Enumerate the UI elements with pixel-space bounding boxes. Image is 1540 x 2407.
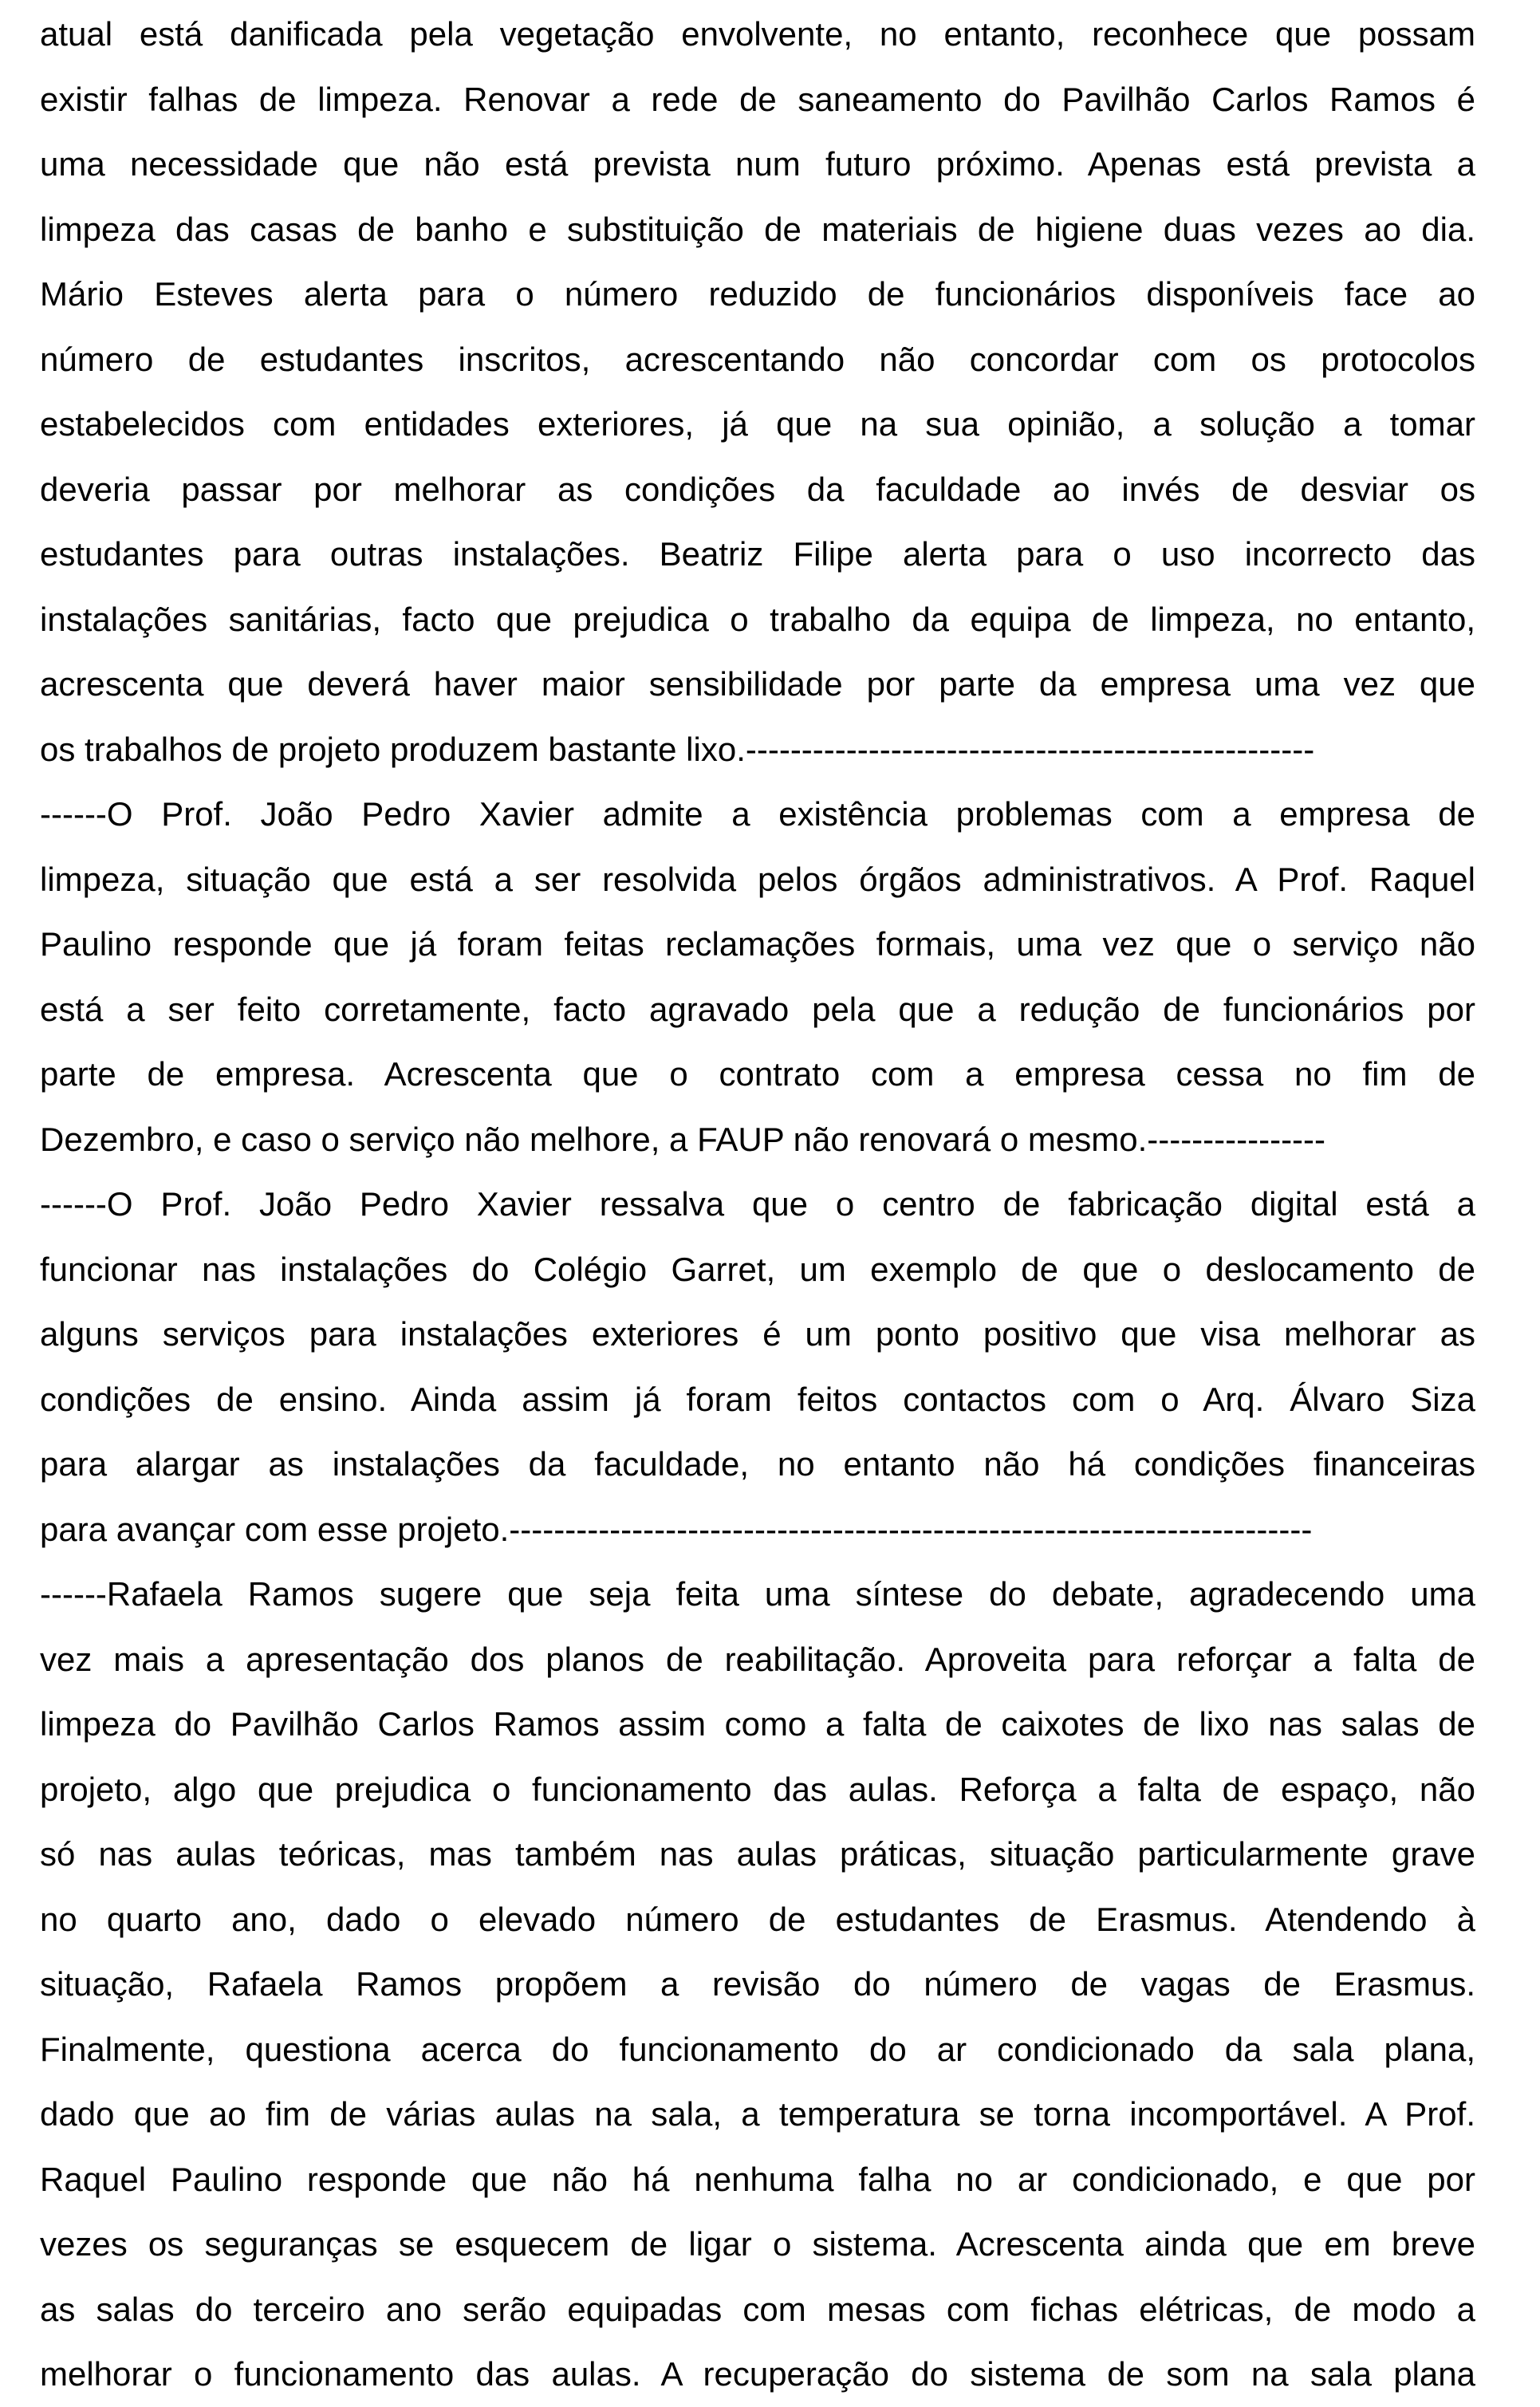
text-line: dado que ao fim de várias aulas na sala, a temperatura se torna incomportável. A Prof. [40, 2095, 1475, 2133]
text-line: uma necessidade que não está prevista num futuro próximo. Apenas está prevista a [40, 145, 1475, 183]
text-line: as salas do terceiro ano serão equipadas com mesas com fichas elétricas, de modo a [40, 2290, 1475, 2328]
text-line: projeto, algo que prejudica o funcionamento das aulas. Reforça a falta de espaço, não [40, 1770, 1475, 1808]
text-line: estabelecidos com entidades exteriores, já que na sua opinião, a solução a tomar [40, 405, 1475, 443]
text-line: ------O Prof. João Pedro Xavier admite a existência problemas com a empresa de [40, 795, 1475, 833]
text-line: Raquel Paulino responde que não há nenhuma falha no ar condicionado, e que por [40, 2160, 1475, 2198]
text-line: está a ser feito corretamente, facto agravado pela que a redução de funcionários por [40, 990, 1475, 1028]
text-line: Dezembro, e caso o serviço não melhore, a FAUP não renovará o mesmo.---------------- [40, 1120, 1326, 1158]
text-line: Mário Esteves alerta para o número reduzido de funcionários disponíveis face ao [40, 275, 1475, 313]
text-line: os trabalhos de projeto produzem bastante lixo.--------------------------------------------------- [40, 730, 1315, 768]
text-line: para alargar as instalações da faculdade, no entanto não há condições financeiras [40, 1445, 1475, 1483]
text-line: instalações sanitárias, facto que prejudica o trabalho da equipa de limpeza, no entanto, [40, 600, 1475, 638]
text-line: existir falhas de limpeza. Renovar a rede de saneamento do Pavilhão Carlos Ramos é [40, 80, 1475, 118]
text-line: acrescenta que deverá haver maior sensibilidade por parte da empresa uma vez que [40, 665, 1475, 703]
text-line: número de estudantes inscritos, acrescentando não concordar com os protocolos [40, 340, 1475, 378]
text-line: melhorar o funcionamento das aulas. A recuperação do sistema de som na sala plana [40, 2355, 1475, 2393]
text-line: estudantes para outras instalações. Beatriz Filipe alerta para o uso incorrecto das [40, 535, 1475, 573]
text-line: vezes os seguranças se esquecem de ligar o sistema. Acrescenta ainda que em breve [40, 2225, 1475, 2263]
text-line: alguns serviços para instalações exteriores é um ponto positivo que visa melhorar as [40, 1315, 1475, 1353]
text-line: para avançar com esse projeto.------------------------------------------------------------------------ [40, 1510, 1313, 1548]
text-line: limpeza, situação que está a ser resolvida pelos órgãos administrativos. A Prof. Raquel [40, 860, 1475, 898]
document-page [40, 0, 1475, 2407]
text-line: condições de ensino. Ainda assim já foram feitos contactos com o Arq. Álvaro Siza [40, 1380, 1475, 1418]
text-line: no quarto ano, dado o elevado número de estudantes de Erasmus. Atendendo à [40, 1900, 1475, 1938]
text-line: atual está danificada pela vegetação envolvente, no entanto, reconhece que possam [40, 15, 1475, 53]
text-line: vez mais a apresentação dos planos de reabilitação. Aproveita para reforçar a falta de [40, 1640, 1475, 1678]
text-line: só nas aulas teóricas, mas também nas aulas práticas, situação particularmente grave [40, 1835, 1475, 1873]
text-line: Finalmente, questiona acerca do funcionamento do ar condicionado da sala plana, [40, 2030, 1475, 2068]
text-line: deveria passar por melhorar as condições da faculdade ao invés de desviar os [40, 470, 1475, 508]
text-line: ------O Prof. João Pedro Xavier ressalva que o centro de fabricação digital está a [40, 1185, 1475, 1223]
text-line: limpeza das casas de banho e substituição de materiais de higiene duas vezes ao dia. [40, 210, 1475, 248]
text-line: limpeza do Pavilhão Carlos Ramos assim como a falta de caixotes de lixo nas salas de [40, 1705, 1475, 1743]
text-line: situação, Rafaela Ramos propõem a revisão do número de vagas de Erasmus. [40, 1965, 1475, 2003]
text-line: ------Rafaela Ramos sugere que seja feita uma síntese do debate, agradecendo uma [40, 1575, 1475, 1613]
text-line: Paulino responde que já foram feitas reclamações formais, uma vez que o serviço não [40, 925, 1475, 963]
text-line: funcionar nas instalações do Colégio Garret, um exemplo de que o deslocamento de [40, 1250, 1475, 1288]
text-line: parte de empresa. Acrescenta que o contrato com a empresa cessa no fim de [40, 1055, 1475, 1093]
